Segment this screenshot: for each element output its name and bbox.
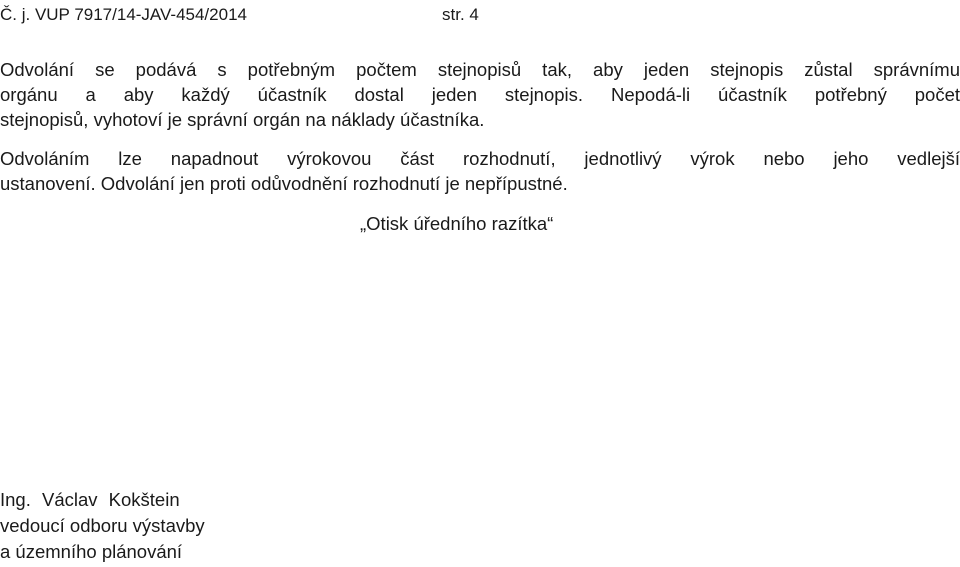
signature-block xyxy=(0,487,205,565)
page-number: str. 4 xyxy=(442,5,479,24)
reference-number: Č. j. VUP 7917/14-JAV-454/2014 xyxy=(0,5,247,24)
official-stamp-placeholder: „Otisk úředního razítka“ xyxy=(360,213,554,234)
paragraph-line: ustanovení. Odvolání jen proti odůvodnění rozhodnutí je nepřípustné. xyxy=(0,173,568,194)
paragraph-line: stejnopisů, vyhotoví je správní orgán na náklady účastníka. xyxy=(0,109,485,130)
signatory-department: a územního plánování xyxy=(0,541,183,562)
paragraph-appeal-scope xyxy=(0,146,960,196)
signatory-title: vedoucí odboru výstavby xyxy=(0,515,205,536)
signatory-name: Ing. Václav Kokštein xyxy=(0,489,180,510)
paragraph-line: Odvoláním lze napadnout výrokovou část rozhodnutí, jednotlivý výrok nebo jeho vedlejší xyxy=(0,148,960,169)
page-header xyxy=(0,5,479,25)
paragraph-line: orgánu a aby každý účastník dostal jeden stejnopis. Nepodá-li účastník potřebný počet xyxy=(0,84,960,105)
paragraph-line: Odvolání se podává s potřebným počtem stejnopisů tak, aby jeden stejnopis zůstal správnímu xyxy=(0,59,960,80)
paragraph-appeal-copies xyxy=(0,57,960,132)
